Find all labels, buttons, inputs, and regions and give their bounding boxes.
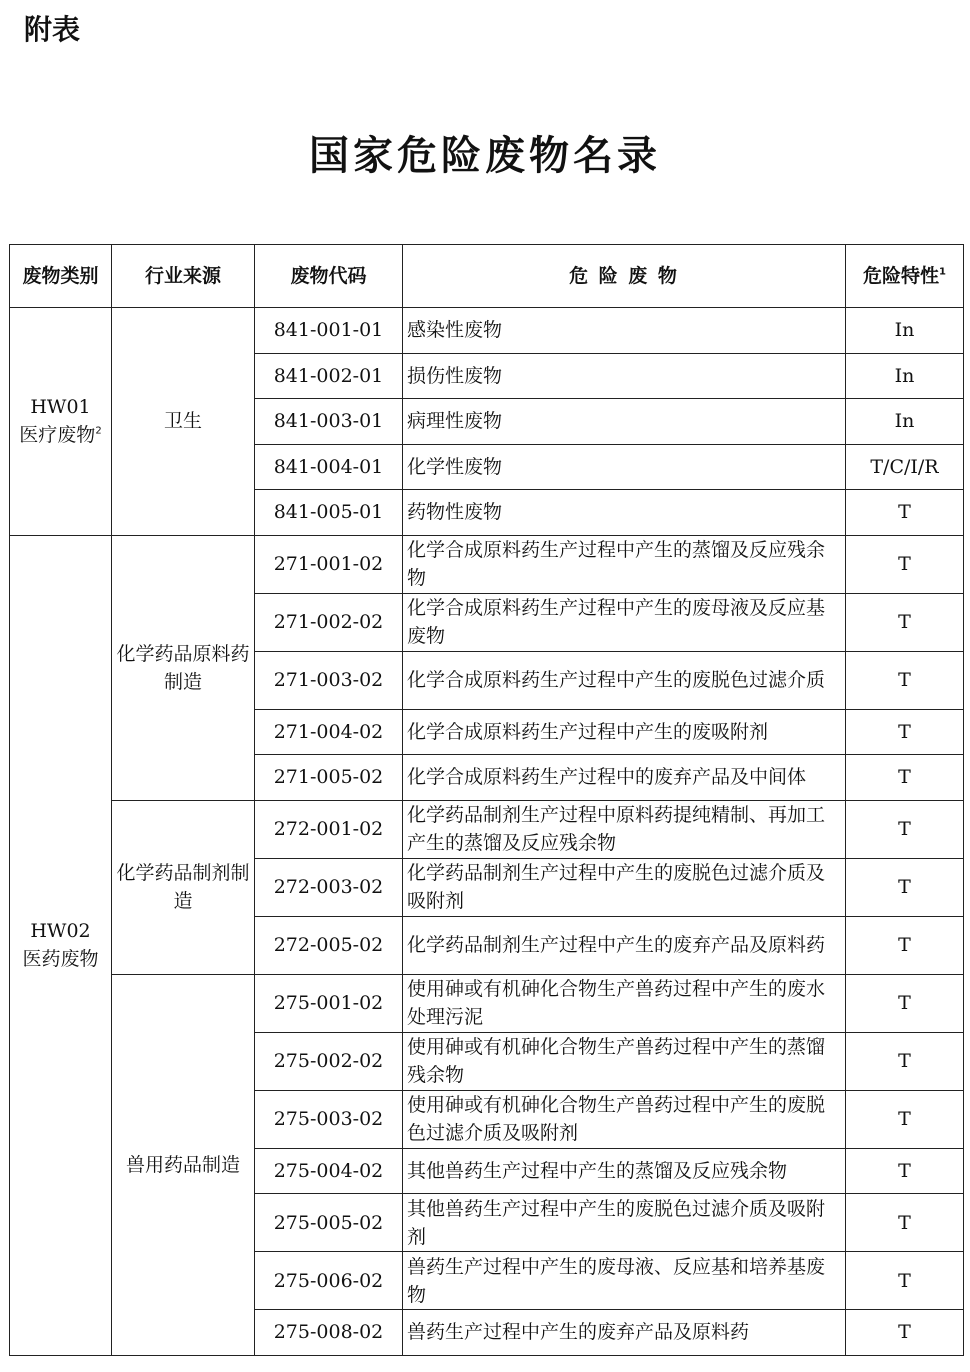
category-note: 2 (95, 425, 102, 437)
waste-code: 841-003-01 (255, 399, 403, 445)
category-name (13, 945, 108, 973)
hazard-characteristic: T (846, 1310, 964, 1356)
waste-code: 271-001-02 (255, 535, 403, 593)
table-row (10, 800, 964, 858)
waste-description: 化学合成原料药生产过程中产生的蒸馏及反应残余物 (403, 535, 846, 593)
source-cell: 化学药品原料药制造 (112, 535, 255, 800)
hazard-characteristic: T (846, 1032, 964, 1090)
hazard-characteristic: T (846, 800, 964, 858)
hazard-characteristic: T (846, 858, 964, 916)
waste-description: 化学合成原料药生产过程中产生的废脱色过滤介质 (403, 651, 846, 709)
hazard-characteristic: T (846, 974, 964, 1032)
waste-code: 275-003-02 (255, 1090, 403, 1148)
waste-code: 275-002-02 (255, 1032, 403, 1090)
hazard-characteristic: T (846, 709, 964, 755)
waste-description: 化学合成原料药生产过程中产生的废吸附剂 (403, 709, 846, 755)
category-cell (10, 535, 112, 1355)
waste-code: 272-001-02 (255, 800, 403, 858)
waste-description: 化学性废物 (403, 444, 846, 490)
category-name (13, 421, 108, 449)
header-code: 废物代码 (255, 245, 403, 308)
waste-description: 兽药生产过程中产生的废母液、反应基和培养基废物 (403, 1252, 846, 1310)
waste-description: 其他兽药生产过程中产生的蒸馏及反应残余物 (403, 1148, 846, 1194)
waste-description: 化学药品制剂生产过程中产生的废弃产品及原料药 (403, 916, 846, 974)
waste-code: 841-001-01 (255, 308, 403, 354)
waste-description: 化学药品制剂生产过程中产生的废脱色过滤介质及吸附剂 (403, 858, 846, 916)
waste-code: 272-005-02 (255, 916, 403, 974)
waste-code: 271-003-02 (255, 651, 403, 709)
table-row (10, 974, 964, 1032)
waste-description: 感染性废物 (403, 308, 846, 354)
category-code: HW02 (30, 920, 91, 942)
header-category: 废物类别 (10, 245, 112, 308)
hazard-characteristic: T/C/I/R (846, 444, 964, 490)
waste-code: 275-008-02 (255, 1310, 403, 1356)
waste-description: 其他兽药生产过程中产生的废脱色过滤介质及吸附剂 (403, 1194, 846, 1252)
hazardous-waste-table (9, 244, 964, 1356)
waste-description: 使用砷或有机砷化合物生产兽药过程中产生的废脱色过滤介质及吸附剂 (403, 1090, 846, 1148)
waste-code: 275-005-02 (255, 1194, 403, 1252)
table-header-row (10, 245, 964, 308)
hazard-characteristic: In (846, 353, 964, 399)
table-row (10, 535, 964, 593)
waste-code: 271-002-02 (255, 593, 403, 651)
waste-code: 275-006-02 (255, 1252, 403, 1310)
waste-code: 841-004-01 (255, 444, 403, 490)
waste-description: 病理性废物 (403, 399, 846, 445)
hazard-characteristic: T (846, 1148, 964, 1194)
header-characteristic-label: 危险特性 (863, 265, 940, 287)
waste-code: 271-004-02 (255, 709, 403, 755)
hazard-characteristic: T (846, 1194, 964, 1252)
waste-code: 841-002-01 (255, 353, 403, 399)
hazard-characteristic: T (846, 535, 964, 593)
category-code: HW01 (30, 396, 91, 419)
header-characteristic-note: 1 (939, 266, 946, 278)
hazard-characteristic: T (846, 916, 964, 974)
category-name-text: 医疗废物 (19, 424, 96, 447)
waste-description: 损伤性废物 (403, 353, 846, 399)
waste-code: 271-005-02 (255, 755, 403, 801)
table-row (10, 308, 964, 354)
hazard-characteristic: T (846, 490, 964, 536)
source-cell: 化学药品制剂制造 (112, 800, 255, 974)
hazard-characteristic: T (846, 755, 964, 801)
hazard-characteristic: T (846, 1090, 964, 1148)
waste-code: 841-005-01 (255, 490, 403, 536)
category-cell (10, 308, 112, 536)
hazard-characteristic: T (846, 651, 964, 709)
waste-description: 使用砷或有机砷化合物生产兽药过程中产生的蒸馏残余物 (403, 1032, 846, 1090)
waste-description: 药物性废物 (403, 490, 846, 536)
table-body (10, 308, 964, 1356)
hazard-characteristic: T (846, 1252, 964, 1310)
page-title: 国家危险废物名录 (309, 133, 661, 179)
waste-description: 化学合成原料药生产过程中的废弃产品及中间体 (403, 755, 846, 801)
hazard-characteristic: T (846, 593, 964, 651)
hazard-characteristic: In (846, 399, 964, 445)
waste-description: 化学合成原料药生产过程中产生的废母液及反应基废物 (403, 593, 846, 651)
waste-code: 275-001-02 (255, 974, 403, 1032)
source-cell: 兽用药品制造 (112, 974, 255, 1355)
header-waste: 危 险 废 物 (403, 245, 846, 308)
hazard-characteristic: In (846, 308, 964, 354)
category-name-text: 医药废物 (22, 948, 99, 970)
header-source: 行业来源 (112, 245, 255, 308)
appendix-label: 附表 (24, 13, 81, 46)
header-characteristic (846, 245, 964, 308)
waste-code: 272-003-02 (255, 858, 403, 916)
waste-code: 275-004-02 (255, 1148, 403, 1194)
waste-description: 使用砷或有机砷化合物生产兽药过程中产生的废水处理污泥 (403, 974, 846, 1032)
waste-description: 化学药品制剂生产过程中原料药提纯精制、再加工产生的蒸馏及反应残余物 (403, 800, 846, 858)
waste-description: 兽药生产过程中产生的废弃产品及原料药 (403, 1310, 846, 1356)
source-cell: 卫生 (112, 308, 255, 536)
